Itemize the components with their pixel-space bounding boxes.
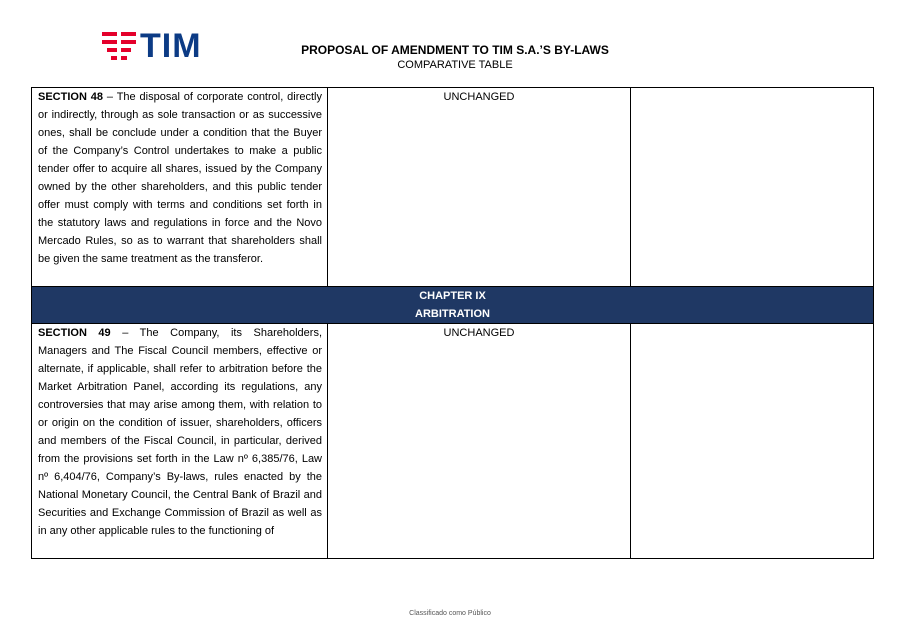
chapter-number: CHAPTER IX — [419, 290, 486, 302]
section-label: SECTION 49 — [38, 327, 111, 339]
section-text: – The Company, its Shareholders, Managers and The Fiscal Council members, effective or alternate, if applicable, shall refer to arbitration before the Market Arbitration Panel, according its regulations, any controversies that may arise among them, with relation to or origin on the condition of issuer, shareholders, officers and members of the Fiscal Council, in particular, derived from the provisions set forth in the Law nº 6,385/76, Law nº 6,404/76, Company’s By-laws, rules enacted by the National Monetary Council, the Central Bank of Brazil and Securities and Exchange Commission of Brazil as well as in any other applicable rules to the functioning of — [38, 327, 323, 537]
chapter-header-row — [32, 287, 874, 324]
table-row — [32, 88, 874, 287]
current-text-cell — [32, 324, 328, 559]
chapter-title: ARBITRATION — [415, 308, 490, 320]
proposal-status: UNCHANGED — [443, 91, 515, 103]
tim-logo — [102, 27, 202, 65]
proposal-cell — [328, 88, 631, 287]
section-text: – The disposal of corporate control, directly or indirectly, through as sole transaction or as successive ones, shall be conclude under a condition that the Buyer of the Company’s Control undertakes to make a public tender offer to acquire all shares, issued by the Company owned by the other shareholders, and this public tender offer must comply with terms and conditions set forth in the statutory laws and regulations in force and the Novo Mercado Rules, so as to warrant that shareholders shall be given the same treatment as the transferor. — [38, 91, 322, 265]
tim-logo-icon — [102, 30, 138, 60]
document-title: PROPOSAL OF AMENDMENT TO TIM S.A.’S BY-LAWS — [301, 43, 609, 57]
proposal-cell — [328, 324, 631, 559]
justification-cell — [631, 324, 874, 559]
current-text-cell — [32, 88, 328, 287]
classification-footer: Classificado como Público — [409, 610, 491, 617]
proposal-status: UNCHANGED — [443, 327, 515, 339]
chapter-header — [32, 287, 874, 324]
section-label: SECTION 48 — [38, 91, 104, 103]
logo-wordmark: TIM — [140, 27, 202, 65]
justification-cell — [631, 88, 874, 287]
table-row — [32, 324, 874, 559]
comparative-table — [31, 87, 874, 559]
document-subtitle: COMPARATIVE TABLE — [397, 59, 513, 71]
